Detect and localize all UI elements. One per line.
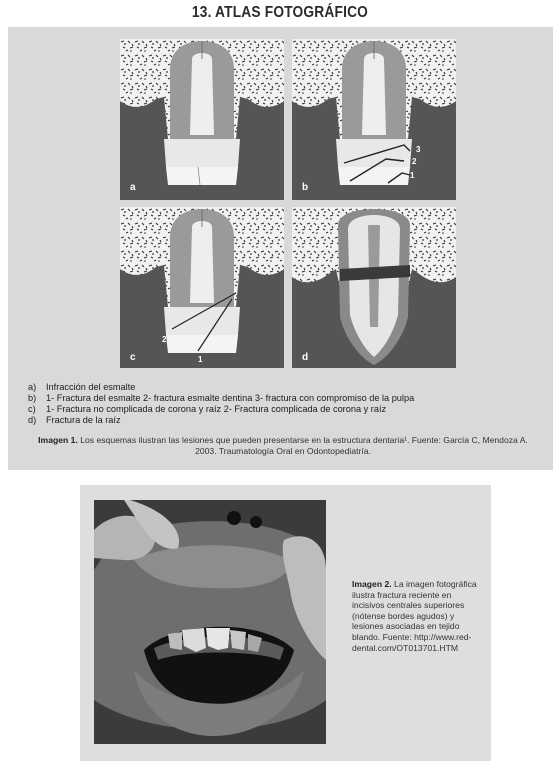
legend-item (28, 404, 538, 415)
caption-label: Imagen 1. (38, 435, 78, 445)
caption-text: La imagen fotográfica ilustra fractura reciente en incisivos centrales superiores (nótense bordes agudos) y lesiones asociadas en tejido blando. Fuente: http://www.red-dental.com/OT013701.HTM (352, 579, 477, 653)
panel-b-marker-1: 1 (410, 171, 415, 180)
tooth-fracture-diagram (120, 39, 456, 373)
figure-1-caption (38, 435, 528, 457)
diagram-panel-a (120, 39, 284, 200)
diagram-panel-d (292, 207, 456, 368)
legend-text: Infracción del esmalte (46, 382, 136, 392)
legend-item (28, 415, 538, 426)
legend-key: c) (28, 404, 36, 414)
panel-a-letter: a (130, 182, 136, 193)
legend-item (28, 393, 538, 404)
legend-key: a) (28, 382, 37, 392)
panel-c-letter: c (130, 352, 136, 363)
legend-text: 1- Fractura no complicada de corona y raíz 2- Fractura complicada de corona y raíz (46, 404, 387, 414)
figure-2-panel (80, 485, 491, 761)
diagram-panel-b (292, 39, 456, 200)
panel-d-letter: d (302, 352, 309, 363)
caption-label: Imagen 2. (352, 579, 392, 589)
panel-c-marker-1: 1 (198, 355, 203, 364)
panel-b-letter: b (302, 182, 309, 193)
legend-key: b) (28, 393, 37, 403)
legend-text: 1- Fractura del esmalte 2- fractura esmalte dentina 3- fractura con compromiso de la pulpa (46, 393, 415, 403)
legend-key: d) (28, 415, 37, 425)
panel-c-marker-2: 2 (162, 335, 167, 344)
legend-item (28, 382, 538, 393)
figure-1-legend (28, 382, 538, 426)
legend-text: Fractura de la raíz (46, 415, 121, 425)
dental-fracture-photo (94, 500, 326, 744)
diagram-panel-c (120, 207, 284, 368)
panel-b-marker-2: 2 (412, 157, 417, 166)
figure-2-caption (352, 579, 480, 653)
panel-b-marker-3: 3 (416, 145, 421, 154)
caption-text: Los esquemas ilustran las lesiones que pueden presentarse en la estructura dentaria¹. Fuente: García C, Mendoza A. 2003. Traumatología Oral en Odontopediatría. (80, 435, 528, 456)
figure-1-panel (8, 27, 553, 470)
page-title: 13. ATLAS FOTOGRÁFICO (191, 4, 369, 21)
